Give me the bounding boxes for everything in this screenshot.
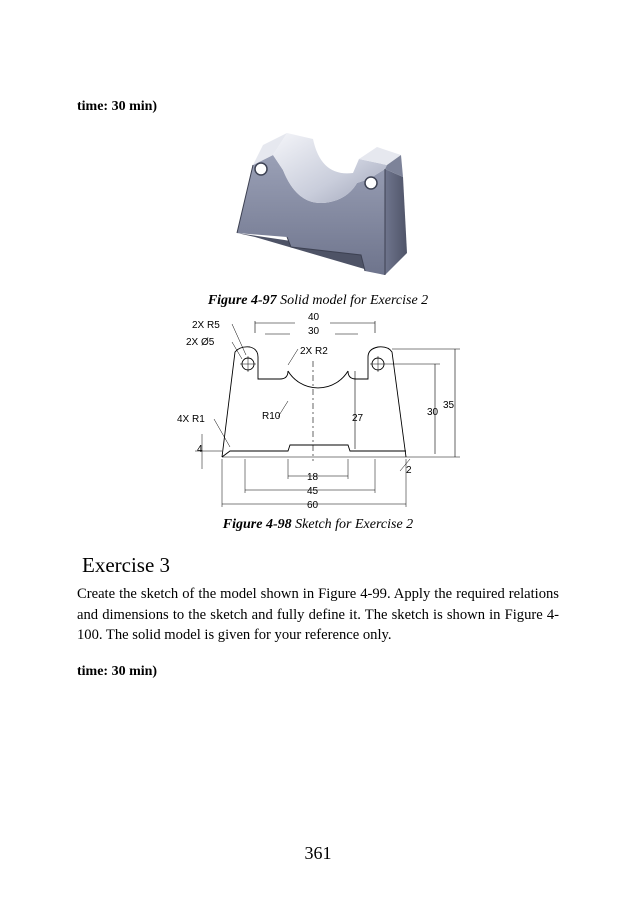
dim-27: 27 bbox=[352, 413, 364, 424]
figure-98-caption bbox=[0, 517, 636, 533]
dim-4: 4 bbox=[197, 444, 203, 455]
time-note-top: time: 30 min) bbox=[77, 99, 158, 114]
profile-arc bbox=[288, 371, 348, 388]
dim-r10: R10 bbox=[262, 411, 281, 422]
dim-30-vertical: 30 bbox=[427, 407, 439, 418]
dim-2x-dia5: 2X Ø5 bbox=[186, 337, 215, 348]
page-number: 361 bbox=[304, 843, 332, 863]
figure-97-label: Figure 4-97 bbox=[207, 293, 277, 308]
profile-bottom bbox=[222, 445, 406, 457]
sketch-figure bbox=[170, 309, 470, 514]
exercise-body: Create the sketch of the model shown in Figure 4-99. Apply the required relations and dimensions to the sketch and fully define it. The sketch is shown in Figure 4-100. The solid model is given for your reference only. bbox=[77, 586, 559, 643]
dim-40: 40 bbox=[308, 312, 320, 323]
profile-left bbox=[222, 347, 288, 457]
dim-60: 60 bbox=[307, 500, 319, 511]
figure-98-label: Figure 4-98 bbox=[222, 517, 292, 532]
profile-right bbox=[348, 347, 406, 457]
dim-2x-r2: 2X R2 bbox=[300, 346, 328, 357]
dim-35: 35 bbox=[443, 400, 455, 411]
solid-model-figure bbox=[225, 125, 415, 277]
dim-30: 30 bbox=[308, 326, 320, 337]
dim-2x-r5: 2X R5 bbox=[192, 320, 220, 331]
figure-97-text: Solid model for Exercise 2 bbox=[280, 293, 429, 308]
figure-97-caption bbox=[0, 293, 636, 309]
exercise-heading: Exercise 3 bbox=[82, 553, 171, 577]
dim-4x-r1: 4X R1 bbox=[177, 414, 205, 425]
time-note-bottom: time: 30 min) bbox=[77, 664, 158, 679]
dim-45: 45 bbox=[307, 486, 319, 497]
dim-18: 18 bbox=[307, 472, 319, 483]
figure-98-text: Sketch for Exercise 2 bbox=[295, 517, 414, 532]
dim-2: 2 bbox=[406, 465, 412, 476]
